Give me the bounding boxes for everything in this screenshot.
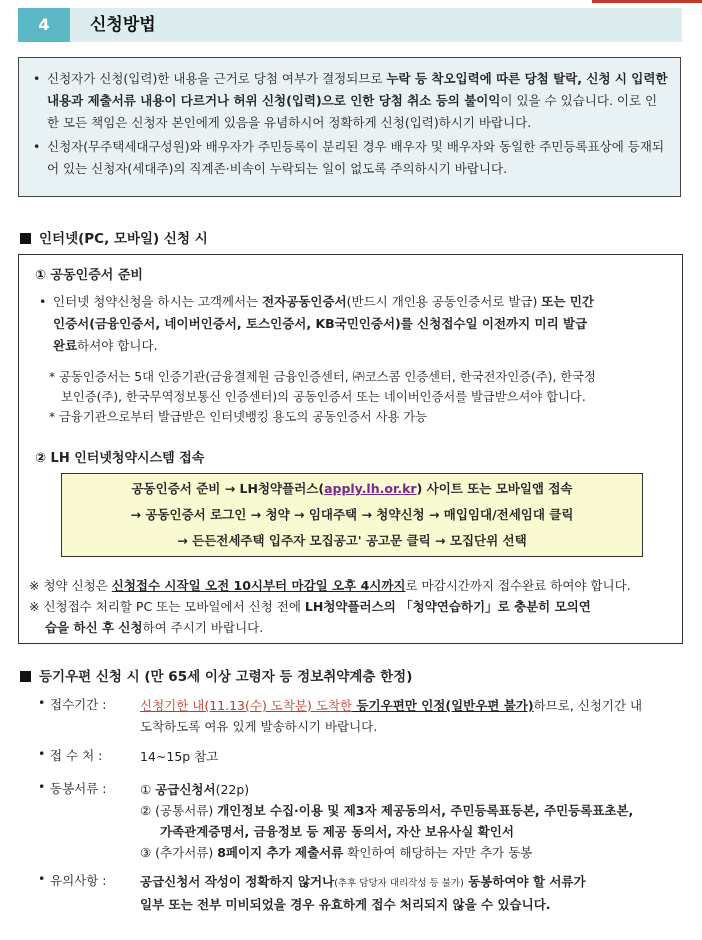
internet-notes: ※ 청약 신청은 신청접수 시작일 오전 10시부터 마감일 오후 4시까지로 마감시간까지 접수완료 하여야 합니다. ※ 신청접수 처리할 PC 또는 모바일에서 신청 전에 LH청약플러스의 「청약연습하기」로 충분히 모의연 습을 하신 후 신청하여 주시기 바랍니다.: [29, 578, 631, 635]
bullet-icon: •: [38, 695, 46, 710]
bullet-icon: •: [38, 871, 46, 886]
bullet-icon: •: [39, 294, 47, 309]
bullet-icon: •: [38, 779, 46, 794]
section-number: 4: [18, 8, 70, 42]
internet-box: [18, 254, 683, 644]
step1-footnotes: * 공동인증서는 5대 인증기관(금융결제원 금융인증센터, ㈜코스콤 인증센터, 한국전자인증(주), 한국정 보인증(주), 한국무역정보통신 인증센터)의 공동인증서 또는 네이버인증서를 발급받으셔야 합니다. * 금융기관으로부터 발급받은 인터넷뱅킹 용도의 공동인증서 사용 가능: [49, 370, 596, 424]
internet-section-heading: 인터넷(PC, 모바일) 신청 시: [20, 227, 208, 247]
lh-apply-link[interactable]: apply.lh.or.kr: [324, 481, 417, 496]
square-bullet-icon: [20, 233, 31, 244]
top-accent-line: [592, 0, 702, 3]
step2-title: ② LH 인터넷청약시스템 접속: [35, 451, 205, 466]
access-flow-box: 공동인증서 준비 → LH청약플러스(apply.lh.or.kr) 사이트 또는 모바일앱 접속 → 공동인증서 로그인 → 청약 → 임대주택 → 청약신청 → 매입임대/전세임대 클릭 → 든든전세주택 입주자 모집공고' 공고문 클릭 → 모집단위 선택: [61, 473, 643, 557]
section-header: [18, 8, 682, 42]
mail-section-heading: 등기우편 신청 시 (만 65세 이상 고령자 등 정보취약계층 한정): [20, 665, 412, 685]
notice-item: • 신청자(무주택세대구성원)와 배우자가 주민등록이 분리된 경우 배우자 및 배우자와 동일한 주민등록표상에 등재되어 있는 신청자(세대주)의 직계존·비속이 누락되는 일이 없도록 주의하시기 바랍니다.: [33, 136, 668, 180]
step1-body: • 인터넷 청약신청을 하시는 고객께서는 전자공동인증서(반드시 개인용 공동인증서로 발급) 또는 민간 인증서(금융인증서, 네이버인증서, 토스인증서, KB국민인증서)를 신청접수일 이전까지 미리 발급 완료하셔야 합니다.: [39, 291, 594, 357]
notice-item: • 신청자가 신청(입력)한 내용을 근거로 당첨 여부가 결정되므로 누락 등 착오입력에 따른 당첨 탈락, 신청 시 입력한 내용과 제출서류 내용이 다르거나 허위 신청(입력)으로 인한 당첨 취소 등의 불이익이 있을 수 있습니다. 이로 인한 모든 책임은 신청자 본인에게 있음을 유념하시어 정확하게 신청(입력)하시기 바랍니다.: [33, 68, 668, 134]
section-title: 신청방법: [90, 15, 156, 35]
square-bullet-icon: [20, 671, 31, 682]
notice-box: [18, 57, 681, 197]
bullet-icon: •: [38, 746, 46, 761]
step1-title: ① 공동인증서 준비: [35, 268, 143, 283]
